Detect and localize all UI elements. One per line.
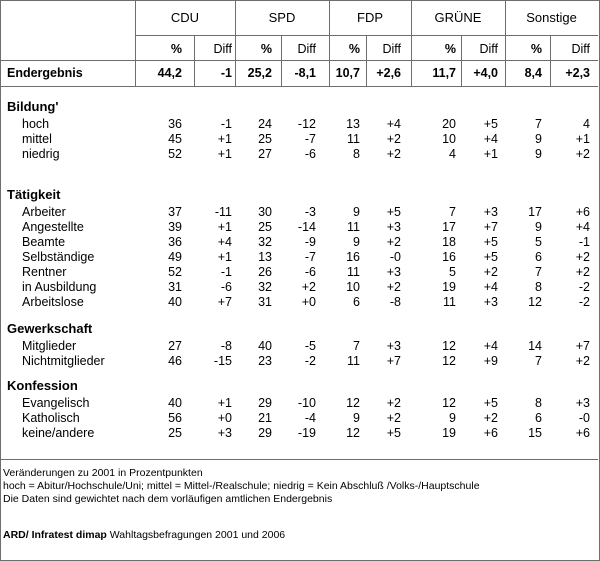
cell-diff: +7 xyxy=(483,220,498,234)
cell-diff: +3 xyxy=(386,220,401,234)
percent-header: % xyxy=(348,42,360,56)
cell-diff: +7 xyxy=(575,339,590,353)
cell-percent: 14 xyxy=(528,339,542,353)
cell-percent: 25 xyxy=(258,132,272,146)
cell-percent: 12 xyxy=(442,339,456,353)
cell-percent: 10 xyxy=(442,132,456,146)
row-label: niedrig xyxy=(22,147,60,161)
cell-percent: 40 xyxy=(258,339,272,353)
diff-header: Diff xyxy=(382,42,401,56)
cell-diff: -2 xyxy=(578,280,590,294)
cell-percent: 6 xyxy=(353,295,360,309)
cell-percent: 20 xyxy=(442,117,456,131)
row-label: in Ausbildung xyxy=(22,280,97,294)
diff-header: Diff xyxy=(297,42,316,56)
cell-percent: 5 xyxy=(535,235,542,249)
cell-diff: +5 xyxy=(483,396,498,410)
cell-diff: +1 xyxy=(575,132,590,146)
cell-percent: 19 xyxy=(442,426,456,440)
cell-diff: -7 xyxy=(304,250,316,264)
cell-percent: 5 xyxy=(449,265,456,279)
cell-diff: +5 xyxy=(483,235,498,249)
cell-diff: 4 xyxy=(583,117,590,131)
party-header: Sonstige xyxy=(526,10,577,25)
cell-diff: +5 xyxy=(386,426,401,440)
row-label: Selbständige xyxy=(22,250,95,264)
result-percent: 11,7 xyxy=(432,66,456,80)
cell-diff: -14 xyxy=(297,220,316,234)
cell-diff: +6 xyxy=(483,426,498,440)
cell-percent: 6 xyxy=(535,411,542,425)
cell-percent: 25 xyxy=(168,426,182,440)
cell-diff: +6 xyxy=(575,426,590,440)
cell-percent: 30 xyxy=(258,205,272,219)
cell-percent: 40 xyxy=(168,295,182,309)
cell-diff: +1 xyxy=(217,220,232,234)
cell-percent: 49 xyxy=(168,250,182,264)
subheader-divider xyxy=(0,60,598,61)
result-percent: 10,7 xyxy=(335,66,360,80)
section-title: Bildung' xyxy=(7,99,59,114)
party-header: SPD xyxy=(268,10,296,25)
cell-diff: +3 xyxy=(483,205,498,219)
cell-percent: 9 xyxy=(449,411,456,425)
cell-diff: -8 xyxy=(389,295,401,309)
cell-percent: 13 xyxy=(258,250,272,264)
row-label: Evangelisch xyxy=(22,396,90,410)
cell-percent: 18 xyxy=(442,235,456,249)
cell-percent: 19 xyxy=(442,280,456,294)
result-diff: +2,6 xyxy=(376,66,401,80)
cell-percent: 29 xyxy=(258,396,272,410)
cell-percent: 32 xyxy=(258,235,272,249)
result-diff: +4,0 xyxy=(473,66,498,80)
cell-percent: 9 xyxy=(353,205,360,219)
cell-diff: +3 xyxy=(217,426,232,440)
cell-percent: 25 xyxy=(258,220,272,234)
cell-diff: +1 xyxy=(217,250,232,264)
cell-diff: -5 xyxy=(304,339,316,353)
row-label: Arbeiter xyxy=(22,205,66,219)
cell-percent: 12 xyxy=(442,396,456,410)
cell-percent: 36 xyxy=(168,117,182,131)
cell-diff: +2 xyxy=(301,280,316,294)
cell-diff: +1 xyxy=(483,147,498,161)
header-divider xyxy=(135,35,598,36)
cell-diff: +3 xyxy=(575,396,590,410)
result-percent: 8,4 xyxy=(524,66,542,80)
cell-percent: 12 xyxy=(346,426,360,440)
cell-diff: +2 xyxy=(483,265,498,279)
cell-diff: +5 xyxy=(483,250,498,264)
percent-header: % xyxy=(530,42,542,56)
row-label: hoch xyxy=(22,117,50,131)
cell-diff: -1 xyxy=(220,265,232,279)
cell-percent: 13 xyxy=(346,117,360,131)
cell-diff: +3 xyxy=(386,265,401,279)
cell-diff: -12 xyxy=(297,117,316,131)
cell-diff: +2 xyxy=(386,147,401,161)
cell-percent: 23 xyxy=(258,354,272,368)
cell-diff: +4 xyxy=(386,117,401,131)
cell-diff: -10 xyxy=(297,396,316,410)
cell-percent: 52 xyxy=(168,265,182,279)
cell-percent: 17 xyxy=(442,220,456,234)
cell-diff: +4 xyxy=(483,132,498,146)
cell-percent: 7 xyxy=(535,117,542,131)
cell-diff: -8 xyxy=(220,339,232,353)
diff-header: Diff xyxy=(479,42,498,56)
result-diff: -8,1 xyxy=(294,66,316,80)
cell-diff: +1 xyxy=(217,132,232,146)
party-header: CDU xyxy=(170,10,200,25)
percent-header: % xyxy=(260,42,272,56)
diff-header: Diff xyxy=(571,42,590,56)
row-label: Nichtmitglieder xyxy=(22,354,105,368)
row-label: Mitglieder xyxy=(22,339,77,353)
cell-diff: +4 xyxy=(483,339,498,353)
cell-diff: -1 xyxy=(220,117,232,131)
cell-percent: 21 xyxy=(258,411,272,425)
cell-percent: 8 xyxy=(353,147,360,161)
cell-percent: 9 xyxy=(535,220,542,234)
row-label: keine/andere xyxy=(22,426,95,440)
cell-diff: +5 xyxy=(386,205,401,219)
result-label: Endergebnis xyxy=(7,66,83,80)
row-label: Angestellte xyxy=(22,220,84,234)
cell-percent: 26 xyxy=(258,265,272,279)
cell-percent: 9 xyxy=(353,411,360,425)
cell-diff: +2 xyxy=(386,411,401,425)
percent-header: % xyxy=(444,42,456,56)
result-diff: -1 xyxy=(220,66,232,80)
cell-percent: 12 xyxy=(528,295,542,309)
party-header: FDP xyxy=(357,10,383,25)
cell-diff: +4 xyxy=(217,235,232,249)
row-label: Arbeitslose xyxy=(22,295,84,309)
cell-percent: 11 xyxy=(347,220,360,234)
cell-percent: 11 xyxy=(347,265,360,279)
cell-diff: +3 xyxy=(386,339,401,353)
cell-percent: 7 xyxy=(535,354,542,368)
cell-percent: 27 xyxy=(168,339,182,353)
row-label: Katholisch xyxy=(22,411,80,425)
cell-diff: -6 xyxy=(304,265,316,279)
result-diff: +2,3 xyxy=(565,66,590,80)
cell-diff: +2 xyxy=(575,265,590,279)
cell-percent: 12 xyxy=(346,396,360,410)
cell-diff: +2 xyxy=(386,132,401,146)
cell-diff: -0 xyxy=(389,250,401,264)
cell-diff: -15 xyxy=(213,354,232,368)
cell-percent: 36 xyxy=(168,235,182,249)
cell-percent: 24 xyxy=(258,117,272,131)
cell-percent: 17 xyxy=(528,205,542,219)
cell-percent: 7 xyxy=(449,205,456,219)
cell-percent: 7 xyxy=(535,265,542,279)
cell-diff: +0 xyxy=(217,411,232,425)
source-text: Wahltagsbefragungen 2001 und 2006 xyxy=(109,529,286,541)
cell-percent: 8 xyxy=(535,280,542,294)
notes-divider xyxy=(0,459,598,460)
result-percent: 25,2 xyxy=(247,66,272,80)
cell-diff: +1 xyxy=(217,147,232,161)
cell-diff: -6 xyxy=(304,147,316,161)
cell-percent: 56 xyxy=(168,411,182,425)
cell-percent: 9 xyxy=(353,235,360,249)
section-title: Gewerkschaft xyxy=(7,321,93,336)
cell-diff: +2 xyxy=(483,411,498,425)
cell-diff: -4 xyxy=(304,411,316,425)
cell-diff: +4 xyxy=(575,220,590,234)
cell-percent: 31 xyxy=(258,295,272,309)
diff-header: Diff xyxy=(213,42,232,56)
source-name: ARD/ Infratest dimap xyxy=(3,529,107,541)
row-label: Beamte xyxy=(22,235,66,249)
cell-percent: 6 xyxy=(535,250,542,264)
cell-diff: +2 xyxy=(386,396,401,410)
section-title: Konfession xyxy=(7,378,78,393)
section-title: Tätigkeit xyxy=(7,187,61,202)
cell-diff: +2 xyxy=(575,250,590,264)
cell-diff: -3 xyxy=(304,205,316,219)
percent-header: % xyxy=(170,42,182,56)
cell-percent: 32 xyxy=(258,280,272,294)
note-line-2: hoch = Abitur/Hochschule/Uni; mittel = Mittel-/Realschule; niedrig = Kein Abschluß /Volks-/Hauptschule xyxy=(3,480,480,492)
result-divider xyxy=(0,86,598,87)
cell-diff: -11 xyxy=(214,205,232,219)
cell-percent: 39 xyxy=(168,220,182,234)
cell-diff: +4 xyxy=(483,280,498,294)
cell-diff: -6 xyxy=(220,280,232,294)
cell-percent: 9 xyxy=(535,132,542,146)
cell-percent: 16 xyxy=(346,250,360,264)
cell-diff: +2 xyxy=(575,354,590,368)
cell-diff: -1 xyxy=(578,235,590,249)
row-label: Rentner xyxy=(22,265,67,279)
cell-percent: 52 xyxy=(168,147,182,161)
cell-percent: 31 xyxy=(168,280,182,294)
party-header: GRÜNE xyxy=(434,10,482,25)
cell-diff: +1 xyxy=(217,396,232,410)
cell-diff: -9 xyxy=(304,235,316,249)
cell-percent: 4 xyxy=(449,147,456,161)
cell-percent: 46 xyxy=(168,354,182,368)
cell-percent: 40 xyxy=(168,396,182,410)
cell-diff: +2 xyxy=(575,147,590,161)
result-percent: 44,2 xyxy=(157,66,182,80)
cell-diff: +7 xyxy=(386,354,401,368)
cell-diff: +9 xyxy=(483,354,498,368)
cell-diff: -7 xyxy=(304,132,316,146)
note-line-1: Veränderungen zu 2001 in Prozentpunkten xyxy=(3,467,203,479)
cell-percent: 15 xyxy=(528,426,542,440)
cell-diff: +0 xyxy=(301,295,316,309)
cell-diff: +7 xyxy=(217,295,232,309)
cell-percent: 8 xyxy=(535,396,542,410)
cell-percent: 45 xyxy=(168,132,182,146)
note-line-3: Die Daten sind gewichtet nach dem vorläufigen amtlichen Endergebnis xyxy=(3,493,333,505)
cell-percent: 11 xyxy=(443,295,456,309)
cell-diff: +2 xyxy=(386,280,401,294)
cell-percent: 9 xyxy=(535,147,542,161)
cell-percent: 11 xyxy=(347,354,360,368)
cell-diff: +5 xyxy=(483,117,498,131)
cell-percent: 10 xyxy=(346,280,360,294)
row-label: mittel xyxy=(22,132,52,146)
cell-diff: -0 xyxy=(578,411,590,425)
cell-diff: -2 xyxy=(304,354,316,368)
cell-diff: +3 xyxy=(483,295,498,309)
cell-percent: 12 xyxy=(442,354,456,368)
cell-diff: +6 xyxy=(575,205,590,219)
cell-percent: 37 xyxy=(168,205,182,219)
cell-diff: -2 xyxy=(578,295,590,309)
cell-diff: -19 xyxy=(297,426,316,440)
cell-percent: 7 xyxy=(353,339,360,353)
cell-percent: 11 xyxy=(347,132,360,146)
cell-diff: +2 xyxy=(386,235,401,249)
cell-percent: 16 xyxy=(442,250,456,264)
source-line xyxy=(3,529,285,542)
cell-percent: 29 xyxy=(258,426,272,440)
cell-percent: 27 xyxy=(258,147,272,161)
